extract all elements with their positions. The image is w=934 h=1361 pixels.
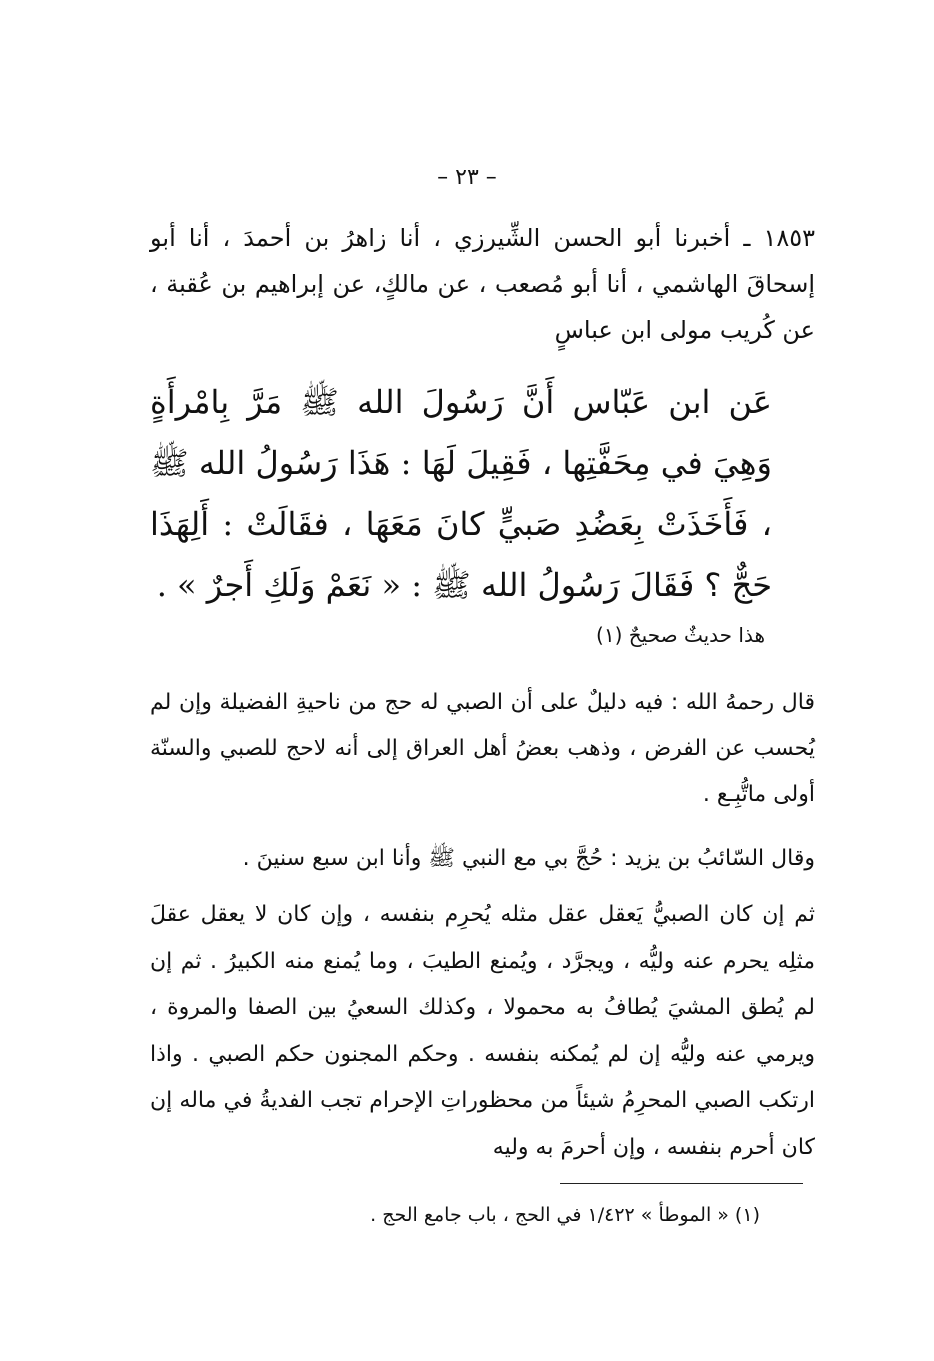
commentary-paragraph: ثم إن كان الصبيُّ يَعقل عقل مثله يُحرِم بنفسه ، وإن كان لا يعقل عقلَ مثلِه يحرم عنه وليُّه ، ويجرَّد ، ويُمنع الطيبَ ، وما يُمنع منه الكبيرُ . ثم إن لم يُطق المشيَ يُطافُ به محمولا ، وكذلك السعيُ بين الصفا والمروة ، ويرمي عنه وليُّه إن لم يُمكنه بنفسه . وحكم المجنون حكم الصبي . واذا ارتكب الصبي المحرِمُ شيئاً من محظوراتِ الإحرام تجب الفديةُ في ماله إن كان أحرم بنفسه ، وإن أحرمَ به وليه [150, 902, 815, 1160]
isnad-paragraph: ١٨٥٣ ـ أخبرنا أبو الحسن الشِّيرزي ، أنا زاهرُ بن أحمدَ ، أنا أبو إسحاقَ الهاشمي ، أنا أبو مُصعب ، عن مالكٍ، عن إبراهيم بن عُقبة ، عن كُريب مولى ابن عباسٍ [150, 224, 815, 344]
hadith-text: عَن ابن عَبّاس أَنَّ رَسُولَ الله ﷺ مَرَّ بِامْرأَةٍ وَهِيَ في مِحَفَّتِها ، فَقِيلَ لَهَا : هَذَا رَسُولُ الله ﷺ ، فَأَخَذَتْ بِعَضُدِ صَبيٍّ كانَ مَعَهَا ، فقَالَتْ : أَلِهَذَا حَجٌّ ؟ فَقَالَ رَسُولُ الله ﷺ : « نَعَمْ وَلَكِ أَجرٌ » . [150, 383, 772, 604]
page-number: – ٢٣ – [437, 165, 497, 190]
hadith-grade: هذا حديثٌ صحيحٌ (١) [596, 623, 765, 647]
commentary-paragraph: قال رحمهُ الله : فيه دليلٌ على أن الصبي له حج من ناحيةِ الفضيلة وإن لم يُحسب عن الفرض ، وذهب بعضُ أهل العراق إلى أنه لاحج للصبي والسنّة أولى ماتُّبِـع . [150, 690, 815, 807]
commentary-paragraph: وقال السّائبُ بن يزيد : حُجَّ بي مع النبي ﷺ وأنا ابن سبع سنينَ . [242, 846, 815, 871]
footnote: (١) « الموطأ » ١/٤٢٢ في الحج ، باب جامع الحج . [370, 1204, 760, 1226]
footnote-divider [560, 1183, 803, 1184]
